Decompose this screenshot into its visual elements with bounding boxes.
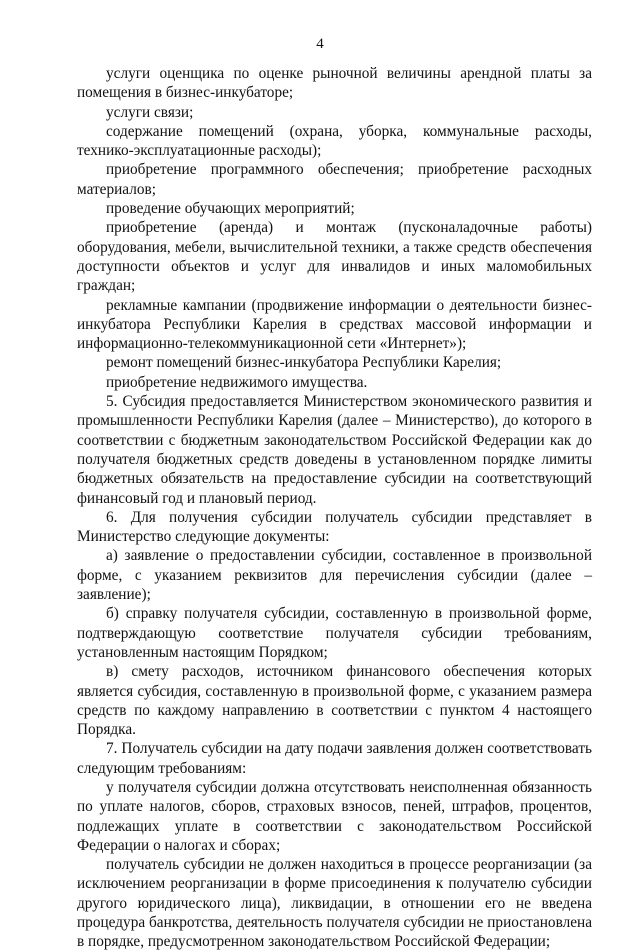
paragraph: б) справку получателя субсидии, составленную в произвольной форме, подтверждающую соответствие получателя субсидии требованиям, установленным настоящим Порядком; — [77, 605, 592, 661]
paragraph: содержание помещений (охрана, уборка, коммунальные расходы, технико-эксплуатационные расходы); — [77, 122, 592, 160]
paragraph: в) смету расходов, источником финансового обеспечения которых является субсидия, составленную в произвольной форме, с указанием размера средств по каждому направлению в соответствии с пунктом 4 настоящего Порядка. — [77, 663, 592, 739]
paragraph: проведение обучающих мероприятий; — [106, 200, 355, 218]
paragraph: приобретение недвижимого имущества. — [106, 373, 368, 391]
paragraph: услуги связи; — [106, 103, 194, 121]
paragraph: у получателя субсидии должна отсутствовать неисполненная обязанность по уплате налогов, сборов, страховых взносов, пеней, штрафов, процентов, подлежащих уплате в соответствии с законодательством Российской Федерации о налогах и сборах; — [77, 778, 592, 854]
paragraph: приобретение (аренда) и монтаж (пусконаладочные работы) оборудования, мебели, вычислительной техники, а также средств обеспечения доступности объектов и услуг для инвалидов и иных маломобильных граждан; — [77, 219, 592, 295]
paragraph: 7. Получатель субсидии на дату подачи заявления должен соответствовать следующим требованиям: — [77, 740, 592, 777]
document-body — [77, 64, 592, 952]
paragraph: ремонт помещений бизнес-инкубатора Республики Карелия; — [106, 354, 502, 372]
paragraph: услуги оценщика по оценке рыночной величины арендной платы за помещения в бизнес-инкубаторе; — [77, 65, 592, 102]
paragraph: получатель субсидии не должен находиться в процессе реорганизации (за исключением реорганизации в форме присоединения к получателю субсидии другого юридического лица), ликвидации, в отношении его не введена процедура банкротства, деятельность получателя субсидии не приостановлена в порядке, предусмотренном законодательством Российской Федерации; — [77, 856, 592, 951]
page-number: 4 — [316, 36, 324, 52]
paragraph: а) заявление о предоставлении субсидии, составленное в произвольной форме, с указанием реквизитов для перечисления субсидии (далее – заявление); — [77, 547, 592, 604]
paragraph: 6. Для получения субсидии получатель субсидии представляет в Министерство следующие документы: — [77, 508, 592, 546]
paragraph: приобретение программного обеспечения; приобретение расходных материалов; — [77, 161, 592, 198]
paragraph: рекламные кампании (продвижение информации о деятельности бизнес-инкубатора Республики Карелия в средствах массовой информации и информационно-телекоммуникационной сети «Интернет»); — [77, 296, 592, 353]
paragraph: 5. Субсидия предоставляется Министерством экономического развития и промышленности Республики Карелия (далее – Министерство), до которого в соответствии с бюджетным законодательством Российской Федерации как до получателя бюджетных средств доведены в установленном порядке лимиты бюджетных обязательств на предоставление субсидии на соответствующий финансовый год и плановый период. — [77, 393, 592, 507]
